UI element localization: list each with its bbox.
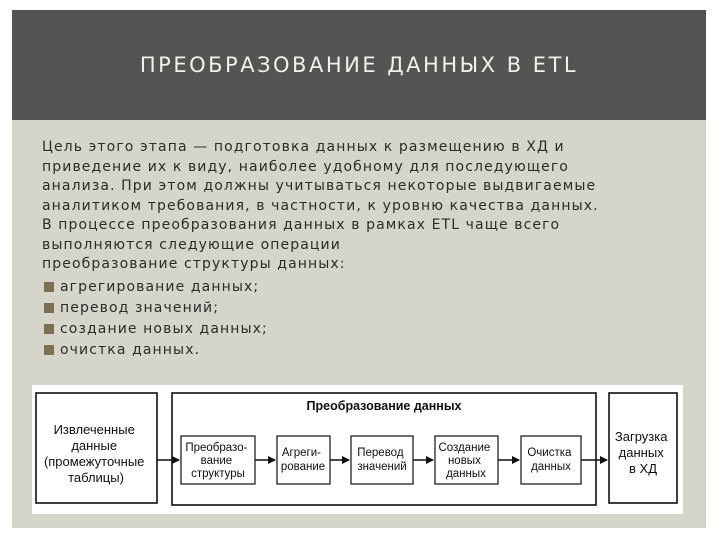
intro-line: В процессе преобразования данных в рамках ETL чаще всего bbox=[42, 217, 561, 233]
step-label-new-data: Создание новых данных bbox=[438, 442, 491, 480]
list-item-label: перевод значений; bbox=[60, 299, 220, 316]
step-label-cleansing: Очистка данных bbox=[527, 447, 572, 473]
list-item bbox=[42, 277, 697, 298]
slide bbox=[12, 10, 706, 528]
operations-lead: преобразование структуры данных: bbox=[42, 256, 346, 272]
title-bar bbox=[12, 10, 706, 120]
step-label-structure: Преобразо- вание структуры bbox=[185, 442, 248, 480]
operations-list bbox=[42, 277, 697, 361]
slide-body bbox=[42, 138, 697, 361]
square-bullet-icon bbox=[44, 324, 54, 334]
list-item bbox=[42, 298, 697, 319]
step-label-translation: Перевод значений bbox=[357, 447, 407, 473]
intro-line: анализа. При этом должны учитываться некоторые выдвигаемые bbox=[42, 178, 597, 194]
step-label-aggregation: Агреги- рование bbox=[280, 447, 326, 473]
step-box-aggregation bbox=[277, 436, 330, 484]
list-item-label: агрегирование данных; bbox=[60, 278, 260, 295]
source-label: Извлеченные данные (промежуточные таблицы) bbox=[43, 422, 145, 485]
square-bullet-icon bbox=[44, 303, 54, 313]
square-bullet-icon bbox=[44, 345, 54, 355]
target-label: Загрузка данных в ХД bbox=[614, 429, 668, 476]
etl-diagram-svg bbox=[32, 385, 683, 514]
slide-title: ПРЕОБРАЗОВАНИЕ ДАННЫХ В ETL bbox=[139, 53, 579, 77]
square-bullet-icon bbox=[44, 282, 54, 292]
intro-line: аналитиком требования, в частности, к уровню качества данных. bbox=[42, 197, 599, 214]
list-item-label: очистка данных. bbox=[60, 341, 201, 358]
intro-line: выполняются следующие операции bbox=[42, 236, 341, 253]
etl-diagram bbox=[32, 385, 683, 514]
step-box-translation bbox=[351, 436, 413, 484]
list-item bbox=[42, 340, 697, 361]
intro-line: приведение их к виду, наиболее удобному для последующего bbox=[42, 158, 569, 175]
step-box-cleansing bbox=[521, 436, 581, 484]
intro-line: Цель этого этапа — подготовка данных к размещению в ХД и bbox=[42, 139, 565, 155]
list-item bbox=[42, 319, 697, 340]
list-item-label: создание новых данных; bbox=[60, 320, 268, 337]
transformation-header: Преобразование данных bbox=[306, 399, 462, 413]
